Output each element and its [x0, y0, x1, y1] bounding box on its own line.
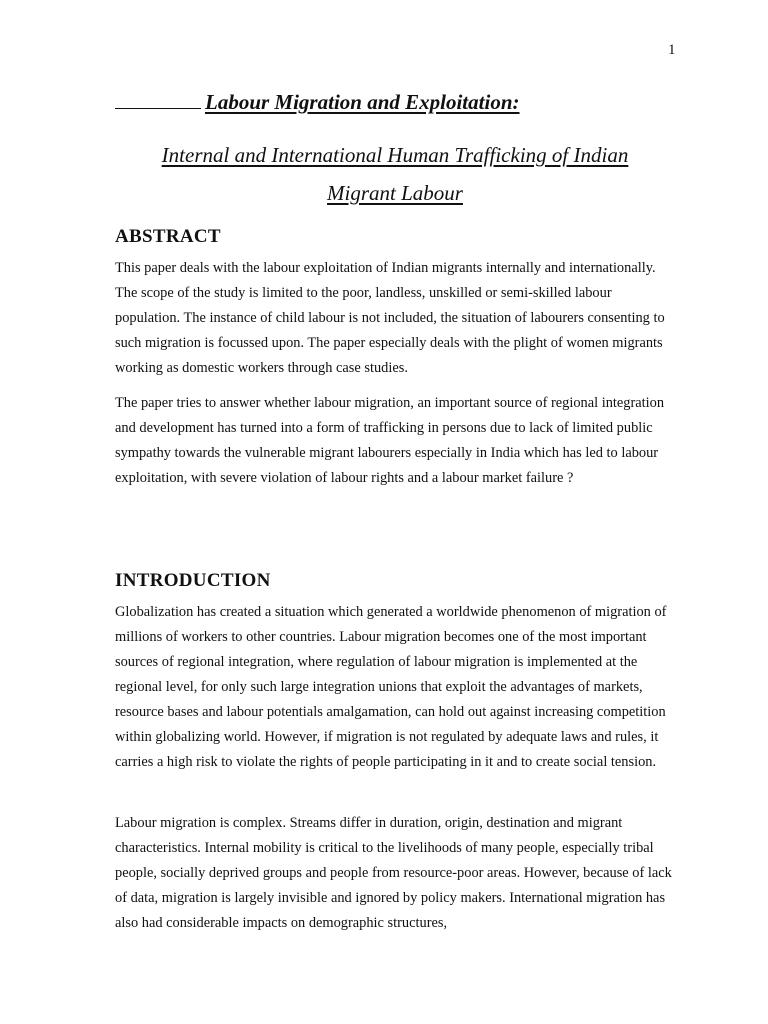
document-subtitle [115, 136, 675, 212]
abstract-paragraph-2: The paper tries to answer whether labour migration, an important source of regional integration and development has turned into a form of trafficking in persons due to lack of limited public sympathy towards the vulnerable migrant labourers especially in India which has led to labour exploitation, with severe violation of labour rights and a labour market failure ? [115, 395, 665, 486]
document-title-text: Labour Migration and Exploitation: [205, 90, 520, 114]
abstract-heading: ABSTRACT [115, 226, 221, 247]
introduction-paragraph-1: Globalization has created a situation which generated a worldwide phenomenon of migration of millions of workers to other countries. Labour migration becomes one of the most important sources of regional integration, where regulation of labour migration is implemented at the regional level, for only such large integration unions that exploit the advantages of markets, resource bases and labour potentials amalgamation, can hold out against increasing competition within globalizing world. However, if migration is not regulated by adequate laws and rules, it carries a high risk to violate the rights of people participating in it and to create social tension. [115, 604, 667, 770]
document-title [115, 90, 675, 115]
abstract-paragraph-1: This paper deals with the labour exploitation of Indian migrants internally and internationally. The scope of the study is limited to the poor, landless, unskilled or semi-skilled labour population. The instance of child labour is not included, the situation of labourers consenting to such migration is focussed upon. The paper especially deals with the plight of women migrants working as domestic workers through case studies. [115, 260, 665, 376]
subtitle-line-2: Migrant Labour [327, 181, 463, 205]
introduction-paragraph-2: Labour migration is complex. Streams differ in duration, origin, destination and migrant characteristics. Internal mobility is critical to the livelihoods of many people, especially tribal people, socially deprived groups and people from resource-poor areas. However, because of lack of data, migration is largely invisible and ignored by policy makers. International migration has also had considerable impacts on demographic structures, [115, 815, 672, 931]
subtitle-line-1: Internal and International Human Trafficking of Indian [161, 143, 629, 167]
introduction-heading: INTRODUCTION [115, 570, 271, 591]
title-underline-lead [115, 108, 201, 109]
page-number: 1 [668, 42, 676, 58]
